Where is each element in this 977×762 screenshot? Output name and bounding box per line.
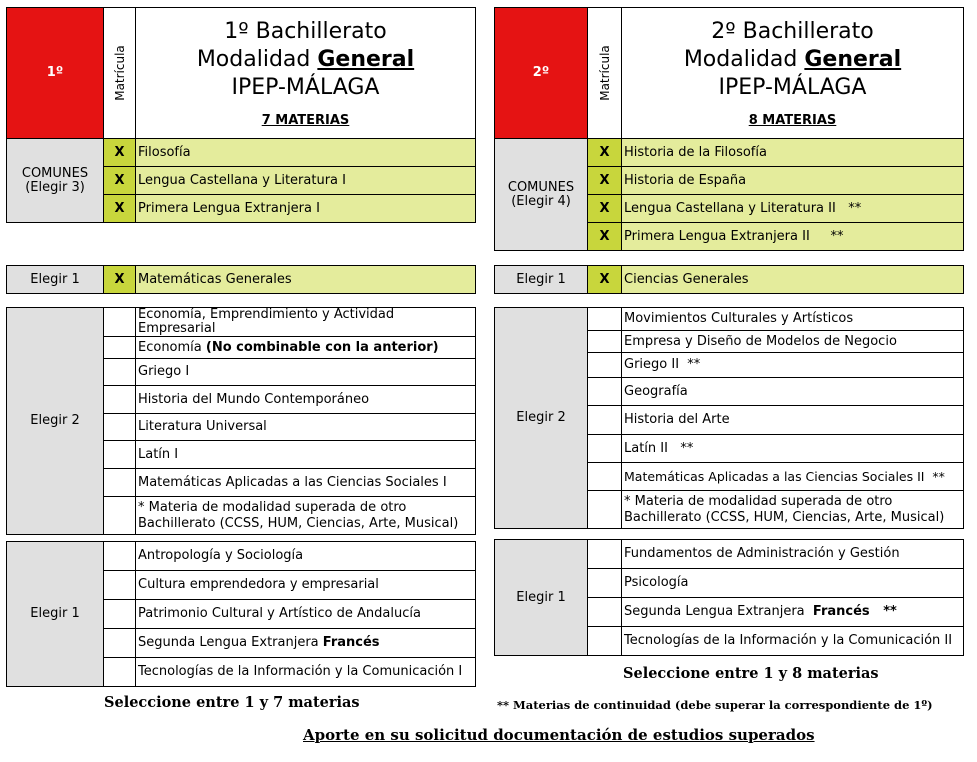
enroll-checkbox[interactable]: X <box>588 266 622 294</box>
program-title: 1º Bachillerato Modalidad General IPEP-MÁLAGA 7 MATERIAS <box>136 8 476 139</box>
materias-count: 7 MATERIAS <box>261 113 350 128</box>
elegir1a-table-1 <box>6 265 476 294</box>
subject-label: Fundamentos de Administración y Gestión <box>622 540 964 569</box>
group-label: Elegir 1 <box>7 542 104 687</box>
subject-label: Primera Lengua Extranjera I <box>136 195 476 223</box>
elegir2-table-1 <box>6 307 476 535</box>
subject-label: Psicología <box>622 569 964 598</box>
subject-label: Tecnologías de la Información y la Comunicación I <box>136 658 476 687</box>
group-label: Elegir 1 <box>495 540 588 656</box>
enroll-checkbox[interactable] <box>104 337 136 359</box>
enroll-checkbox[interactable] <box>104 414 136 441</box>
subject-label: Matemáticas Generales <box>136 266 476 294</box>
subject-label: Griego I <box>136 359 476 386</box>
enroll-checkbox[interactable]: X <box>104 139 136 167</box>
enroll-checkbox[interactable] <box>588 353 622 378</box>
subject-label: Griego II ** <box>622 353 964 378</box>
enroll-checkbox[interactable]: X <box>104 167 136 195</box>
enroll-checkbox[interactable] <box>104 600 136 629</box>
subject-label: Lengua Castellana y Literatura I <box>136 167 476 195</box>
elegir1b-table-2 <box>494 539 964 656</box>
enroll-checkbox[interactable] <box>104 497 136 535</box>
group-label: Elegir 1 <box>7 266 104 294</box>
year-badge: 1º <box>7 8 104 139</box>
enroll-checkbox[interactable] <box>104 629 136 658</box>
enroll-checkbox[interactable] <box>588 627 622 656</box>
subject-label: Antropología y Sociología <box>136 542 476 571</box>
subject-label: Ciencias Generales <box>622 266 964 294</box>
subject-label: Empresa y Diseño de Modelos de Negocio <box>622 331 964 353</box>
subject-label: Economía, Emprendimiento y Actividad Empresarial <box>136 308 476 337</box>
subject-label: Historia del Mundo Contemporáneo <box>136 386 476 414</box>
program-title: 2º Bachillerato Modalidad General IPEP-MÁLAGA 8 MATERIAS <box>622 8 964 139</box>
subject-label: Segunda Lengua Extranjera Francés <box>136 629 476 658</box>
matricula-header: Matrícula <box>588 8 622 139</box>
continuity-note: ** Materias de continuidad (debe superar la correspondiente de 1º) <box>497 698 933 712</box>
enroll-checkbox[interactable] <box>588 569 622 598</box>
enroll-checkbox[interactable] <box>588 331 622 353</box>
subject-label: Historia de la Filosofía <box>622 139 964 167</box>
header-table-2 <box>494 7 964 139</box>
enroll-checkbox[interactable] <box>588 463 622 491</box>
select-instruction: Seleccione entre 1 y 7 materias <box>104 694 360 711</box>
enroll-checkbox[interactable] <box>104 571 136 600</box>
enroll-checkbox[interactable]: X <box>588 167 622 195</box>
header-table-1 <box>6 7 476 139</box>
subject-label: Movimientos Culturales y Artísticos <box>622 308 964 331</box>
matricula-header: Matrícula <box>104 8 136 139</box>
enroll-checkbox[interactable] <box>104 386 136 414</box>
enroll-checkbox[interactable] <box>588 308 622 331</box>
enroll-checkbox[interactable] <box>588 435 622 463</box>
elegir1a-table-2 <box>494 265 964 294</box>
subject-label: Historia del Arte <box>622 406 964 435</box>
elegir1b-table-1 <box>6 541 476 687</box>
enroll-checkbox[interactable] <box>588 598 622 627</box>
group-label: Elegir 2 <box>7 308 104 535</box>
subject-label: Geografía <box>622 378 964 406</box>
subject-label: Lengua Castellana y Literatura II ** <box>622 195 964 223</box>
enroll-checkbox[interactable]: X <box>588 223 622 251</box>
subject-label: Patrimonio Cultural y Artístico de Andalucía <box>136 600 476 629</box>
subject-label: Primera Lengua Extranjera II ** <box>622 223 964 251</box>
subject-label: Latín II ** <box>622 435 964 463</box>
enroll-checkbox[interactable]: X <box>104 266 136 294</box>
documentation-notice: Aporte en su solicitud documentación de estudios superados <box>303 726 815 744</box>
subject-label: Literatura Universal <box>136 414 476 441</box>
subject-label: Latín I <box>136 441 476 469</box>
group-label: Elegir 1 <box>495 266 588 294</box>
enroll-checkbox[interactable]: X <box>104 195 136 223</box>
enroll-checkbox[interactable] <box>104 359 136 386</box>
select-instruction: Seleccione entre 1 y 8 materias <box>623 665 879 682</box>
subject-label: * Materia de modalidad superada de otro Bachillerato (CCSS, HUM, Ciencias, Arte, Musical) <box>136 497 476 535</box>
materias-count: 8 MATERIAS <box>748 113 837 128</box>
comunes-table-2 <box>494 138 964 251</box>
comunes-table-1 <box>6 138 476 223</box>
year-badge: 2º <box>495 8 588 139</box>
group-label: Elegir 2 <box>495 308 588 529</box>
elegir2-table-2 <box>494 307 964 529</box>
enroll-checkbox[interactable]: X <box>588 195 622 223</box>
enroll-checkbox[interactable] <box>588 378 622 406</box>
enroll-checkbox[interactable] <box>588 540 622 569</box>
enroll-checkbox[interactable] <box>104 308 136 337</box>
subject-label: Matemáticas Aplicadas a las Ciencias Sociales II ** <box>622 463 964 491</box>
enroll-checkbox[interactable]: X <box>588 139 622 167</box>
subject-note: (No combinable con la anterior) <box>205 339 439 355</box>
subject-label: Filosofía <box>136 139 476 167</box>
subject-label: Cultura emprendedora y empresarial <box>136 571 476 600</box>
group-label: COMUNES (Elegir 4) <box>495 139 588 251</box>
subject-label: Economía (No combinable con la anterior) <box>136 337 476 359</box>
enroll-checkbox[interactable] <box>104 542 136 571</box>
language-name: Francés <box>322 635 380 650</box>
enroll-checkbox[interactable] <box>104 441 136 469</box>
subject-label: * Materia de modalidad superada de otro Bachillerato (CCSS, HUM, Ciencias, Arte, Musical) <box>622 491 964 529</box>
enroll-checkbox[interactable] <box>104 658 136 687</box>
subject-label: Tecnologías de la Información y la Comunicación II <box>622 627 964 656</box>
group-label: COMUNES (Elegir 3) <box>7 139 104 223</box>
enroll-checkbox[interactable] <box>104 469 136 497</box>
language-name: Francés ** <box>812 604 897 619</box>
enroll-checkbox[interactable] <box>588 491 622 529</box>
subject-label: Matemáticas Aplicadas a las Ciencias Sociales I <box>136 469 476 497</box>
enroll-checkbox[interactable] <box>588 406 622 435</box>
subject-label: Historia de España <box>622 167 964 195</box>
subject-label: Segunda Lengua Extranjera Francés ** <box>622 598 964 627</box>
